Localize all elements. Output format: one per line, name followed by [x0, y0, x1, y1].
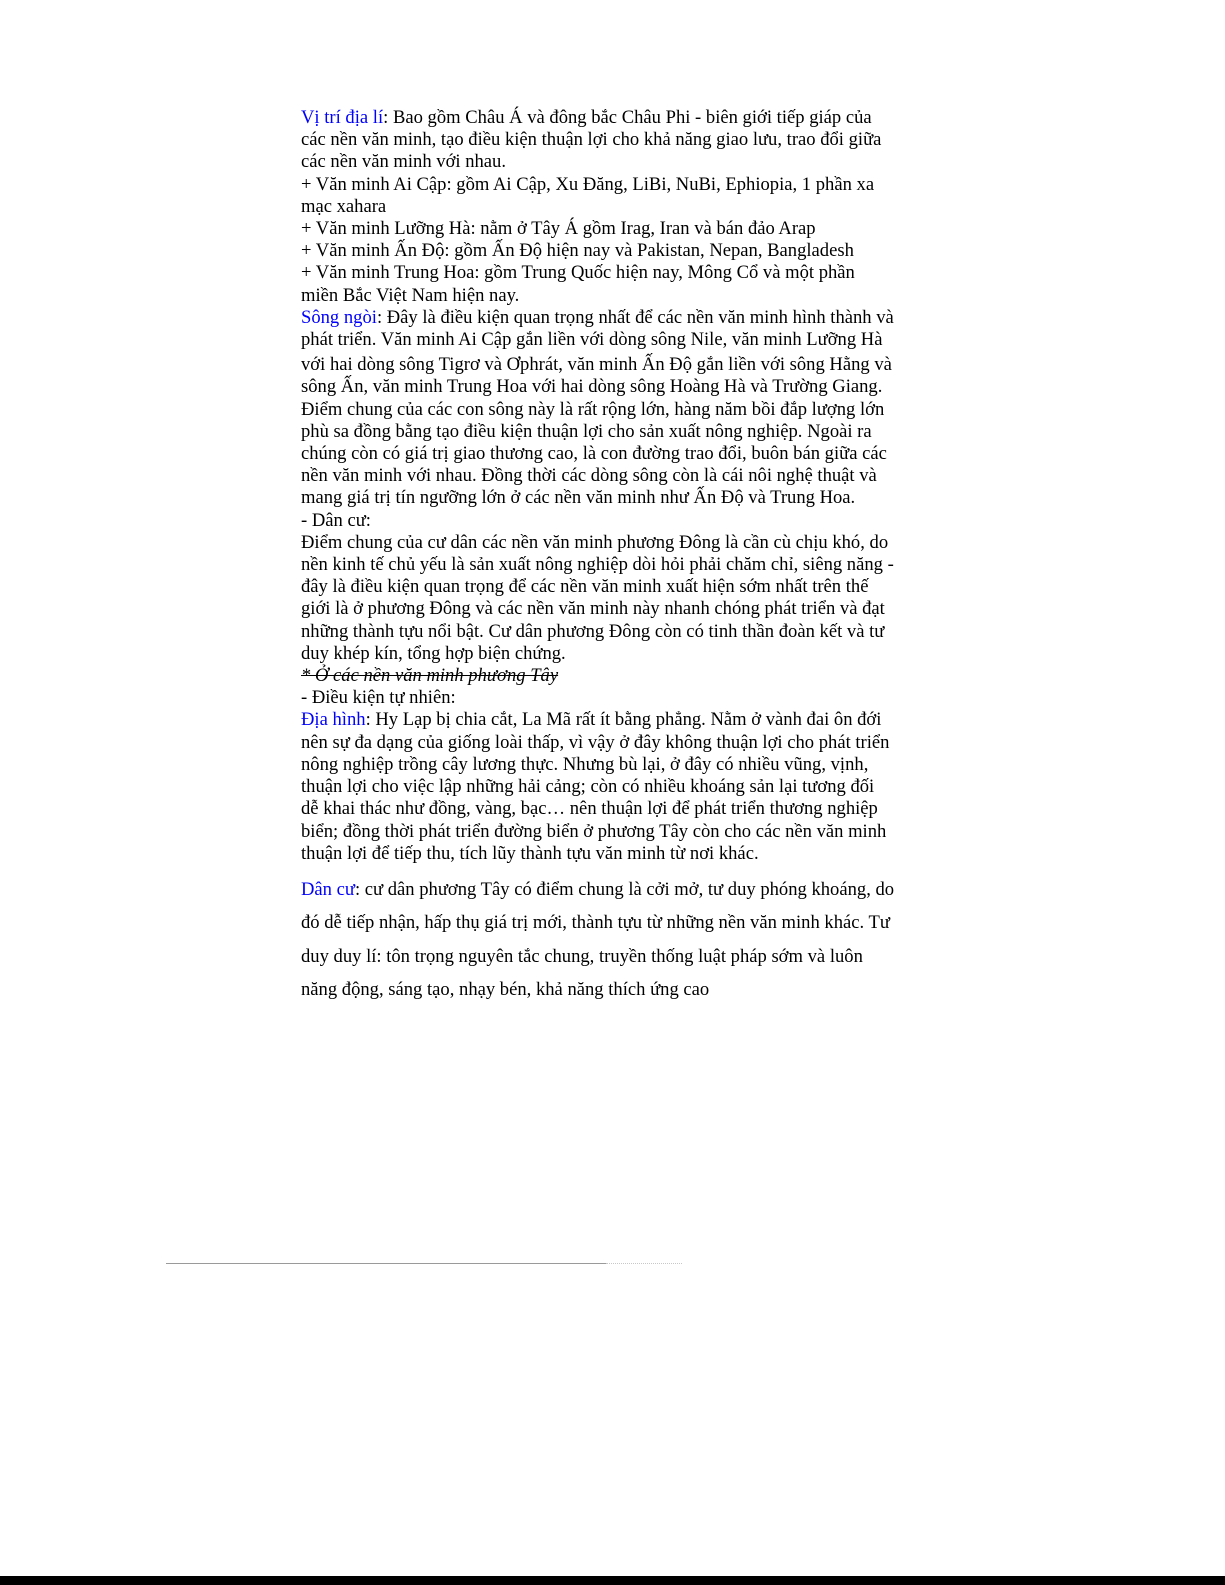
text-line: nền văn minh với nhau. Đồng thời các dòng sông còn là cái nôi nghệ thuật và	[301, 465, 877, 487]
text-line: năng động, sáng tạo, nhạy bén, khả năng thích ứng cao	[301, 979, 710, 1001]
term-label: Vị trí địa lí	[301, 107, 384, 128]
text-line: đó dễ tiếp nhận, hấp thụ giá trị mới, thành tựu từ những nền văn minh khác. Tư	[301, 912, 890, 934]
struck-heading: * Ở các nền văn minh phương Tây	[301, 665, 559, 687]
text-line: + Văn minh Ấn Độ: gồm Ấn Độ hiện nay và Pakistan, Nepan, Bangladesh	[301, 240, 854, 262]
text-line: chúng còn có giá trị giao thương cao, là con đường trao đổi, buôn bán giữa các	[301, 443, 887, 465]
line-text: : Đây là điều kiện quan trọng nhất để các nền văn minh hình thành và	[376, 306, 894, 328]
text-line	[301, 709, 931, 731]
text-line: giới là ở phương Đông và các nền văn minh này nhanh chóng phát triển và đạt	[301, 598, 885, 620]
text-line: biển; đồng thời phát triển đường biển ở phương Tây còn cho các nền văn minh	[301, 820, 887, 842]
text-line: duy khép kín, tổng hợp biện chứng.	[301, 642, 566, 664]
line-text: : Bao gồm Châu Á và đông bắc Châu Phi - biên giới tiếp giáp của	[383, 107, 872, 128]
text-line: duy duy lí: tôn trọng nguyên tắc chung, truyền thống luật pháp sớm và luôn	[301, 945, 863, 967]
text-line: miền Bắc Việt Nam hiện nay.	[301, 284, 520, 306]
text-line: đây là điều kiện quan trọng để các nền văn minh xuất hiện sớm nhất trên thế	[301, 576, 869, 598]
text-line: dễ khai thác như đồng, vàng, bạc… nên thuận lợi để phát triển thương nghiệp	[301, 798, 878, 820]
text-line: các nền văn minh với nhau.	[301, 151, 507, 173]
term-label: Sông ngòi	[301, 306, 377, 328]
term-label: Địa hình	[301, 709, 366, 731]
term-label: Dân cư	[301, 879, 355, 900]
text-line: sông Ấn, văn minh Trung Hoa với hai dòng sông Hoàng Hà và Trường Giang.	[301, 376, 883, 398]
text-line: các nền văn minh, tạo điều kiện thuận lợi cho khả năng giao lưu, trao đổi giữa	[301, 129, 882, 151]
text-line: những thành tựu nổi bật. Cư dân phương Đông còn có tinh thần đoàn kết và tư	[301, 620, 885, 642]
text-line: mang giá trị tín ngưỡng lớn ở các nền văn minh như Ấn Độ và Trung Hoa.	[301, 487, 856, 509]
text-line: - Điều kiện tự nhiên:	[301, 687, 456, 709]
line-text: : Hy Lạp bị chia cắt, La Mã rất ít bằng phẳng. Nằm ở vành đai ôn đới	[365, 709, 882, 731]
line-text: : cư dân phương Tây có điểm chung là cởi mở, tư duy phóng khoáng, do	[354, 879, 895, 900]
text-line: Điểm chung của các con sông này là rất rộng lớn, hàng năm bồi đắp lượng lớn	[301, 398, 885, 420]
page-bottom-edge	[0, 1576, 1225, 1585]
footnote-separator	[166, 1263, 606, 1264]
text-line: - Dân cư:	[301, 509, 371, 531]
text-line: + Văn minh Trung Hoa: gồm Trung Quốc hiện nay, Mông Cổ và một phần	[301, 262, 855, 284]
text-line	[301, 873, 931, 906]
text-line: thuận lợi để tiếp thu, tích lũy thành tựu văn minh từ nơi khác.	[301, 842, 759, 864]
text-line: phát triển. Văn minh Ai Cập gắn liền với dòng sông Nile, văn minh Lưỡng Hà	[301, 329, 883, 351]
main-text-block	[301, 107, 931, 865]
text-line	[301, 307, 931, 329]
text-line: mạc xahara	[301, 195, 387, 217]
text-line: + Văn minh Lưỡng Hà: nằm ở Tây Á gồm Irag, Iran và bán đảo Arap	[301, 218, 816, 240]
population-text-block	[301, 873, 931, 1007]
text-line: với hai dòng sông Tigrơ và Ơphrát, văn minh Ấn Độ gắn liền với sông Hằng và	[301, 354, 892, 376]
footnote-separator-tail	[606, 1263, 682, 1264]
text-line	[301, 107, 931, 129]
text-line: nền kinh tế chủ yếu là sản xuất nông nghiệp dòi hỏi phải chăm chỉ, siêng năng -	[301, 554, 894, 576]
text-line: Điểm chung của cư dân các nền văn minh phương Đông là cần cù chịu khó, do	[301, 531, 889, 553]
text-line: thuận lợi cho việc lập những hải cảng; còn có nhiều khoáng sản lại tương đối	[301, 776, 875, 798]
text-line: + Văn minh Ai Cập: gồm Ai Cập, Xu Đăng, LiBi, NuBi, Ephiopia, 1 phần xa	[301, 173, 875, 195]
text-line: nên sự đa dạng của giống loài thấp, vì vậy ở đây không thuận lợi cho phát triển	[301, 731, 890, 753]
text-line: nông nghiệp trồng cây lương thực. Nhưng bù lại, ở đây có nhiều vũng, vịnh,	[301, 753, 869, 775]
text-line: phù sa đồng bằng tạo điều kiện thuận lợi cho sản xuất nông nghiệp. Ngoài ra	[301, 420, 872, 442]
